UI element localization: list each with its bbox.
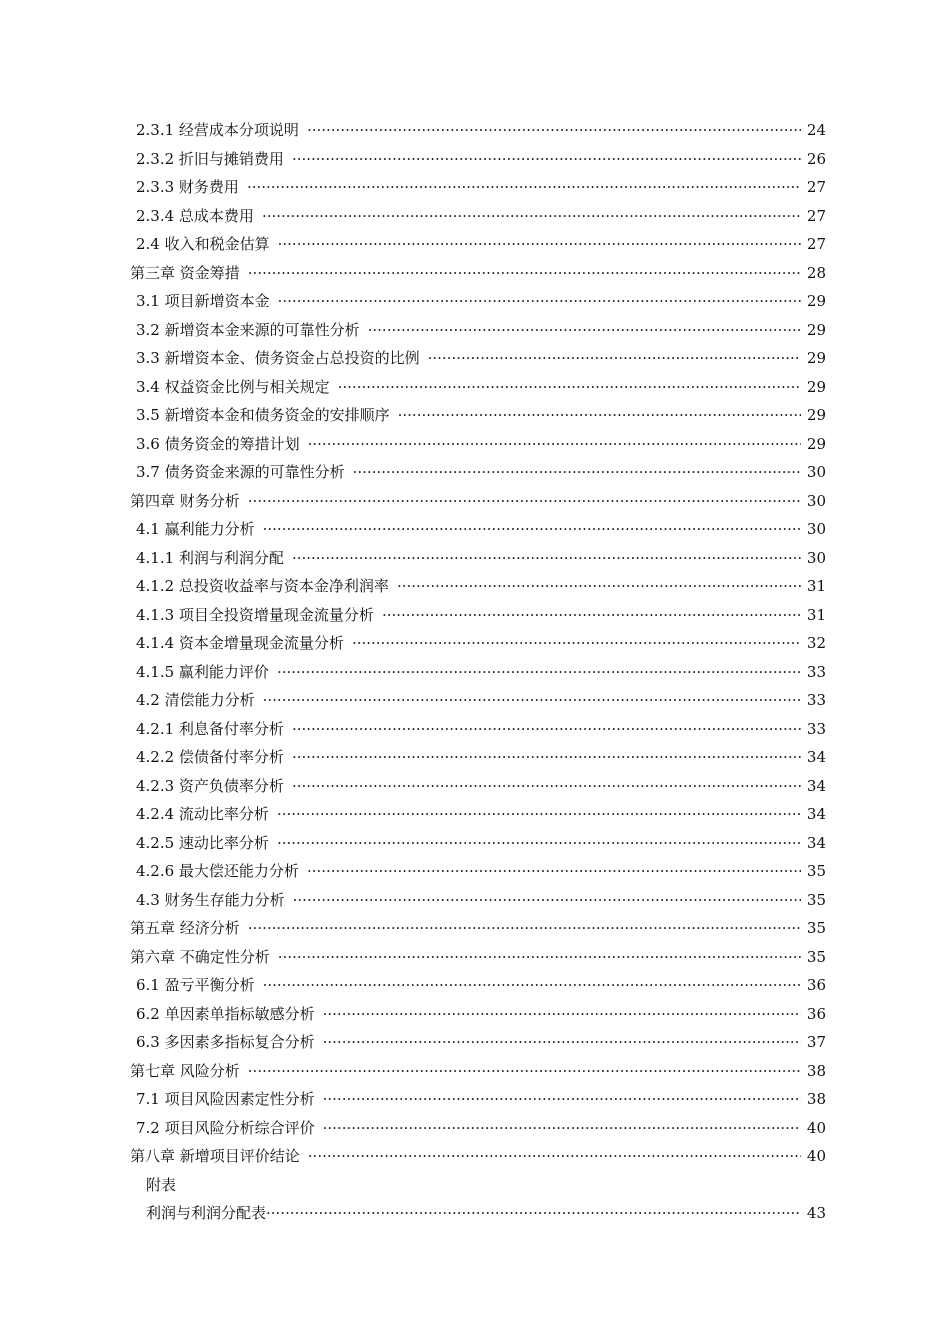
toc-entry[interactable]: [130, 601, 826, 630]
toc-entry[interactable]: [130, 1114, 826, 1143]
toc-entry-page: 27: [806, 235, 826, 253]
toc-entry[interactable]: [130, 829, 826, 858]
toc-entry-title: 6.3 多因素多指标复合分析: [136, 1033, 315, 1051]
toc-entry[interactable]: [130, 943, 826, 972]
dot-leader: [397, 572, 801, 601]
dot-leader: [368, 316, 801, 345]
toc-entry[interactable]: [130, 629, 826, 658]
toc-entry-title: 4.2.5 速动比率分析: [136, 833, 269, 852]
dot-leader: [278, 287, 801, 316]
dot-leader: [292, 145, 801, 174]
toc-entry[interactable]: [130, 914, 826, 943]
toc-entry-page: 38: [806, 1090, 826, 1108]
toc-entry-page: 27: [806, 206, 826, 225]
toc-entry[interactable]: [130, 515, 826, 544]
toc-entry-title: 4.2.6 最大偿还能力分析: [136, 862, 299, 880]
dot-leader: [382, 601, 801, 630]
toc-entry[interactable]: [130, 1028, 826, 1057]
toc-entry-title: 3.1 项目新增资本金: [136, 292, 270, 310]
toc-entry-title: 第四章 财务分析: [130, 491, 240, 510]
toc-entry-page: 35: [806, 947, 826, 966]
toc-entry-page: 29: [806, 406, 826, 424]
toc-entry-page: 33: [806, 719, 826, 738]
toc-entry-page: 33: [806, 662, 826, 681]
toc-entry[interactable]: [130, 857, 826, 886]
toc-entry-page: 35: [806, 862, 826, 880]
toc-entry-title: 第五章 经济分析: [130, 919, 240, 937]
table-of-contents: [130, 116, 826, 1228]
toc-entry[interactable]: [130, 173, 826, 202]
toc-entry-title: 利润与利润分配表: [146, 1204, 267, 1222]
dot-leader: [293, 886, 801, 915]
toc-entry-page: 37: [806, 1033, 826, 1051]
toc-entry-title: 第七章 风险分析: [130, 1061, 240, 1080]
toc-entry[interactable]: [130, 886, 826, 915]
dot-leader: [277, 829, 801, 858]
dot-leader: [398, 401, 801, 430]
dot-leader: [278, 230, 801, 259]
toc-entry-title: 4.2.3 资产负债率分析: [136, 776, 284, 795]
toc-entry-title: 3.6 债务资金的筹措计划: [136, 434, 300, 453]
toc-entry-page: 34: [806, 776, 826, 795]
toc-entry-title: 7.1 项目风险因素定性分析: [136, 1090, 315, 1108]
dot-leader: [277, 800, 801, 829]
dot-leader: [428, 344, 801, 373]
toc-entry-title: 4.2 清偿能力分析: [136, 691, 255, 709]
toc-entry-page: 31: [806, 577, 826, 595]
toc-entry-title: 6.2 单因素单指标敏感分析: [136, 1004, 315, 1023]
dot-leader: [263, 686, 801, 715]
dot-leader: [278, 943, 801, 972]
toc-entry-page: 40: [806, 1147, 826, 1165]
toc-entry-title: 4.2.2 偿债备付率分析: [136, 748, 284, 766]
toc-entry[interactable]: [130, 1199, 826, 1228]
toc-entry[interactable]: [130, 259, 826, 288]
toc-entry-title: 第八章 新增项目评价结论: [130, 1147, 300, 1165]
toc-entry-title: 2.3.4 总成本费用: [136, 206, 254, 225]
dot-leader: [323, 1000, 801, 1029]
toc-entry[interactable]: [130, 287, 826, 316]
toc-entry-title: 4.1.3 项目全投资增量现金流量分析: [136, 605, 374, 624]
toc-entry[interactable]: [130, 686, 826, 715]
toc-entry-page: 24: [806, 121, 826, 139]
dot-leader: [338, 373, 801, 402]
toc-entry-page: 26: [806, 149, 826, 168]
dot-leader: [277, 658, 801, 687]
toc-entry[interactable]: [130, 1085, 826, 1114]
toc-entry-title: 3.5 新增资本金和债务资金的安排顺序: [136, 406, 390, 424]
toc-entry[interactable]: [130, 772, 826, 801]
dot-leader: [307, 116, 801, 145]
dot-leader: [353, 458, 801, 487]
toc-entry[interactable]: [130, 373, 826, 402]
toc-entry-title: 3.2 新增资本金来源的可靠性分析: [136, 320, 360, 339]
toc-entry-title: 3.4 权益资金比例与相关规定: [136, 377, 330, 396]
toc-entry-page: 30: [806, 548, 826, 567]
dot-leader: [308, 430, 801, 459]
toc-entry-title: 4.1 赢利能力分析: [136, 520, 255, 538]
toc-entry[interactable]: [130, 344, 826, 373]
toc-entry[interactable]: [130, 458, 826, 487]
dot-leader: [292, 743, 801, 772]
toc-entry[interactable]: [130, 202, 826, 231]
toc-entry-title: 2.3.2 折旧与摊销费用: [136, 149, 284, 168]
toc-entry-page: 34: [806, 805, 826, 823]
dot-leader: [292, 715, 801, 744]
toc-entry[interactable]: [130, 971, 826, 1000]
dot-leader: [307, 857, 801, 886]
toc-entry-title: 3.7 债务资金来源的可靠性分析: [136, 463, 345, 481]
toc-entry[interactable]: [130, 715, 826, 744]
toc-entry-page: 27: [806, 178, 826, 196]
toc-entry-page: 40: [806, 1118, 826, 1137]
toc-entry[interactable]: [130, 572, 826, 601]
toc-entry-title: 2.3.1 经营成本分项说明: [136, 121, 299, 139]
toc-entry-page: 29: [806, 320, 826, 339]
toc-entry-page: 29: [806, 292, 826, 310]
toc-entry[interactable]: [130, 544, 826, 573]
toc-entry-title: 4.3 财务生存能力分析: [136, 890, 285, 909]
dot-leader: [262, 202, 801, 231]
toc-entry[interactable]: [130, 316, 826, 345]
toc-entry-page: 30: [806, 491, 826, 510]
toc-entry-page: 43: [806, 1204, 826, 1222]
dot-leader: [248, 259, 801, 288]
toc-entry[interactable]: [130, 743, 826, 772]
appendix-heading: 附表: [146, 1175, 177, 1194]
toc-entry-title: 2.4 收入和税金估算: [136, 235, 270, 253]
toc-entry[interactable]: [130, 658, 826, 687]
dot-leader: [248, 1057, 801, 1086]
dot-leader: [266, 1199, 801, 1228]
toc-entry[interactable]: [130, 1057, 826, 1086]
toc-entry[interactable]: [130, 487, 826, 516]
toc-entry-title: 4.1.1 利润与利润分配: [136, 548, 284, 567]
dot-leader: [247, 173, 801, 202]
toc-entry-page: 31: [806, 605, 826, 624]
toc-entry-title: 6.1 盈亏平衡分析: [136, 976, 255, 994]
toc-entry-title: 4.1.2 总投资收益率与资本金净利润率: [136, 577, 389, 595]
toc-entry-title: 3.3 新增资本金、债务资金占总投资的比例: [136, 349, 420, 367]
toc-entry[interactable]: [130, 230, 826, 259]
dot-leader: [308, 1142, 801, 1171]
dot-leader: [263, 515, 801, 544]
toc-entry-page: 34: [806, 748, 826, 766]
toc-entry-page: 29: [806, 349, 826, 367]
toc-entry[interactable]: [130, 401, 826, 430]
toc-entry-page: 33: [806, 691, 826, 709]
toc-entry-page: 32: [806, 634, 826, 652]
toc-entry[interactable]: [130, 145, 826, 174]
toc-entry-page: 30: [806, 463, 826, 481]
toc-entry-title: 4.1.5 赢利能力评价: [136, 662, 269, 681]
toc-entry[interactable]: [130, 116, 826, 145]
dot-leader: [292, 544, 801, 573]
toc-entry[interactable]: [130, 430, 826, 459]
toc-entry[interactable]: [130, 800, 826, 829]
toc-entry-page: 35: [806, 890, 826, 909]
toc-entry-page: 35: [806, 919, 826, 937]
dot-leader: [323, 1028, 801, 1057]
toc-entry-page: 29: [806, 377, 826, 396]
toc-entry-title: 第三章 资金筹措: [130, 263, 240, 282]
toc-entry-page: 29: [806, 434, 826, 453]
toc-entry-page: 36: [806, 1004, 826, 1023]
toc-entry-title: 4.2.4 流动比率分析: [136, 805, 269, 823]
toc-entry-page: 38: [806, 1061, 826, 1080]
toc-entry[interactable]: [130, 1000, 826, 1029]
toc-entry-title: 2.3.3 财务费用: [136, 178, 239, 196]
toc-entry-page: 36: [806, 976, 826, 994]
dot-leader: [248, 914, 801, 943]
toc-entry-title: 第六章 不确定性分析: [130, 947, 270, 966]
dot-leader: [352, 629, 801, 658]
toc-entry-page: 28: [806, 263, 826, 282]
toc-entry-title: 7.2 项目风险分析综合评价: [136, 1118, 315, 1137]
toc-entry[interactable]: [130, 1142, 826, 1171]
toc-entry-title: 4.1.4 资本金增量现金流量分析: [136, 634, 344, 652]
dot-leader: [292, 772, 801, 801]
toc-entry-title: 4.2.1 利息备付率分析: [136, 719, 284, 738]
toc-entry-page: 34: [806, 833, 826, 852]
dot-leader: [323, 1085, 801, 1114]
toc-entry-page: 30: [806, 520, 826, 538]
dot-leader: [323, 1114, 801, 1143]
dot-leader: [248, 487, 801, 516]
dot-leader: [263, 971, 801, 1000]
